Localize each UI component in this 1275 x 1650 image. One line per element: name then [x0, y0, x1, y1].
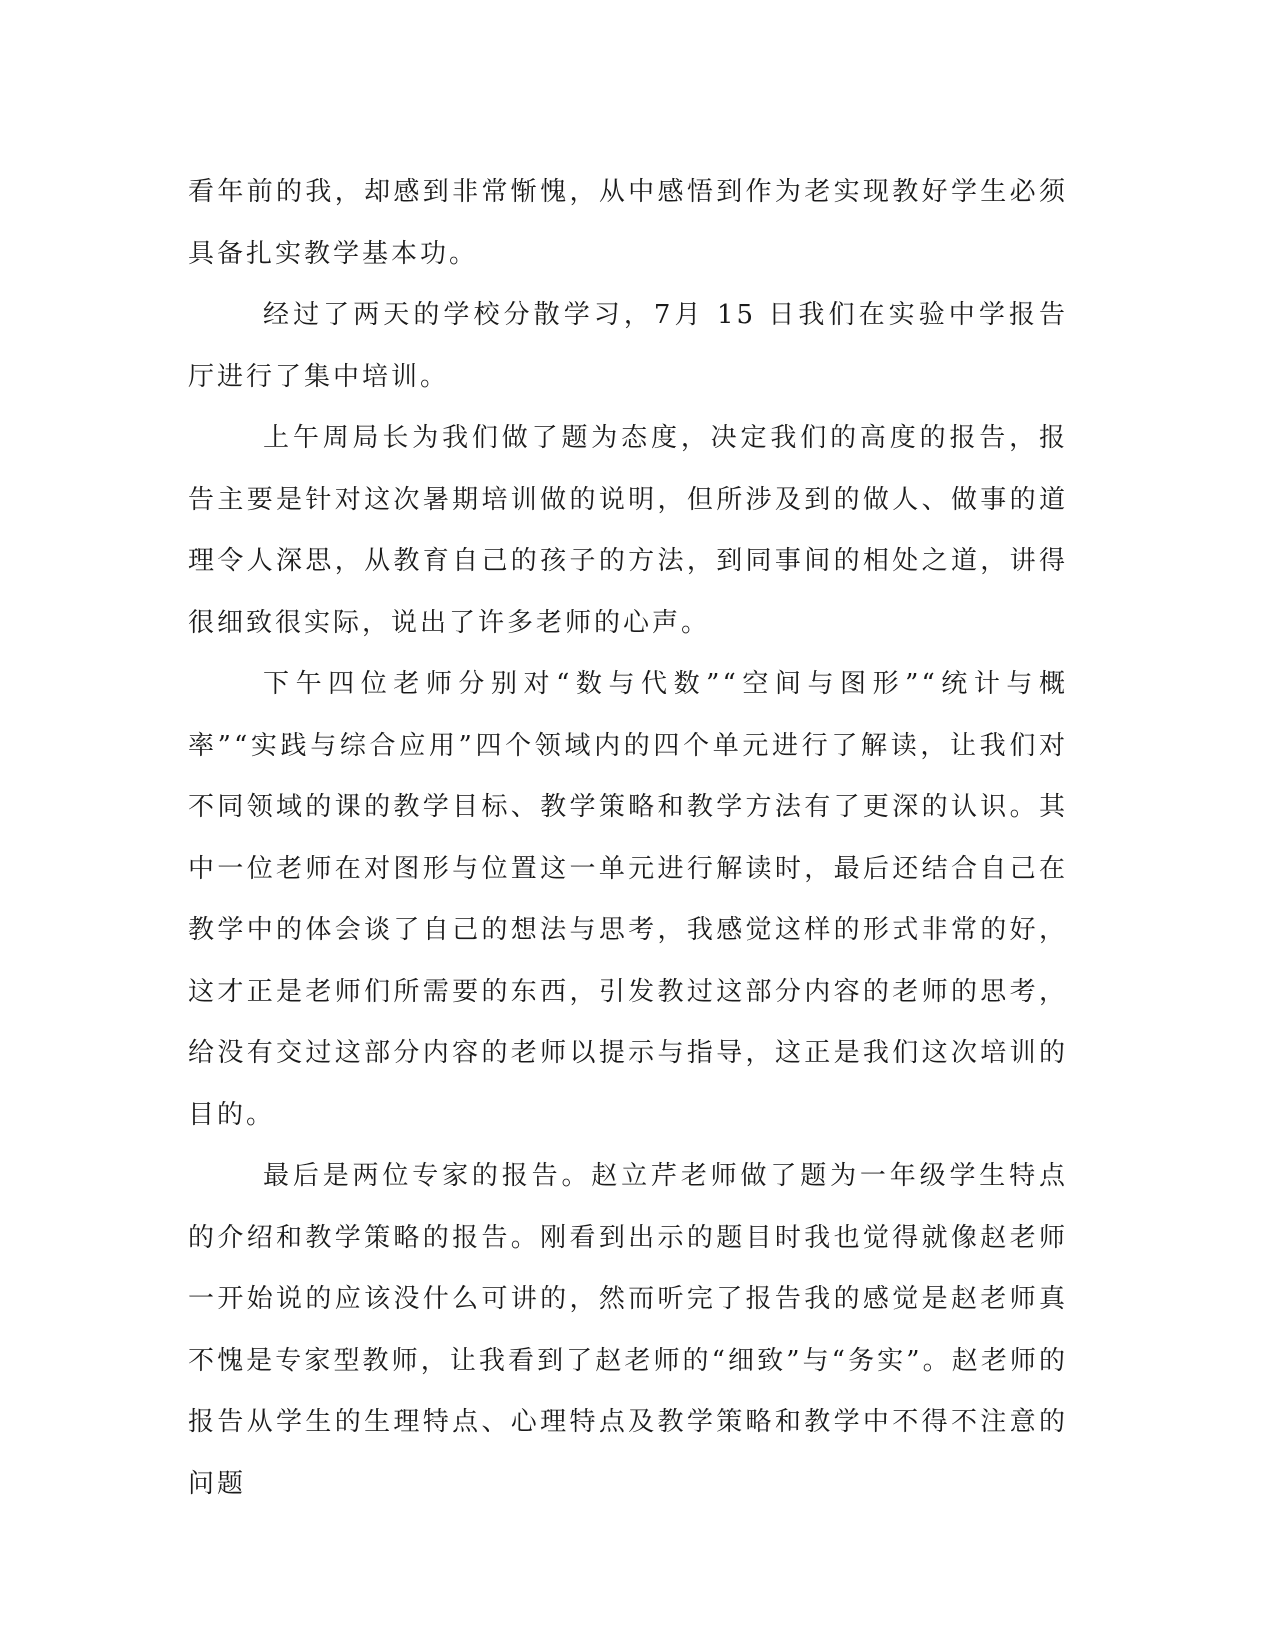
- paragraph-1: 看年前的我，却感到非常惭愧，从中感悟到作为老实现教好学生必须具备扎实教学基本功。: [188, 177, 1068, 269]
- paragraph-5: 最后是两位专家的报告。赵立芹老师做了题为一年级学生特点的介绍和教学策略的报告。刚看到出示的题目时我也觉得就像赵老师一开始说的应该没什么可讲的，然而听完了报告我的感觉是赵老师真不愧是专家型教师，让我看到了赵老师的“细致”与“务实”。赵老师的报告从学生的生理特点、心理特点及教学策略和教学中不得不注意的问题: [188, 1161, 1068, 1499]
- paragraph-3: 上午周局长为我们做了题为态度，决定我们的高度的报告，报告主要是针对这次暑期培训做的说明，但所涉及到的做人、做事的道理令人深思，从教育自己的孩子的方法，到同事间的相处之道，讲得很细致很实际，说出了许多老师的心声。: [188, 423, 1068, 638]
- paragraph-4: 下午四位老师分别对“数与代数”“空间与图形”“统计与概率”“实践与综合应用”四个领域内的四个单元进行了解读，让我们对不同领域的课的教学目标、教学策略和教学方法有了更深的认识。其中一位老师在对图形与位置这一单元进行解读时，最后还结合自己在教学中的体会谈了自己的想法与思考，我感觉这样的形式非常的好，这才正是老师们所需要的东西，引发教过这部分内容的老师的思考，给没有交过这部分内容的老师以提示与指导，这正是我们这次培训的目的。: [188, 669, 1068, 1130]
- document-body: [188, 162, 1068, 1515]
- paragraph-2: 经过了两天的学校分散学习，7月 15 日我们在实验中学报告厅进行了集中培训。: [188, 300, 1068, 392]
